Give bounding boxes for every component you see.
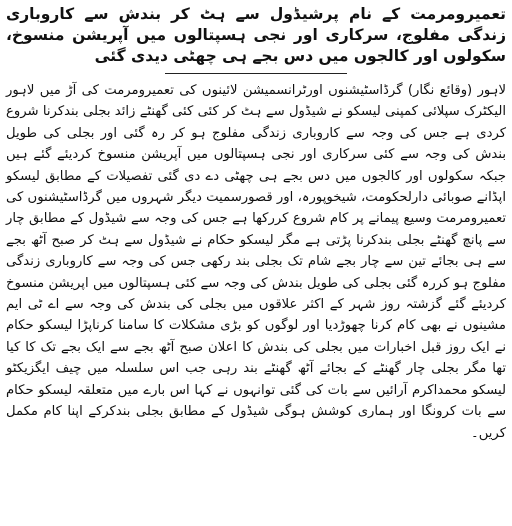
article-body: لاہور (وقائع نگار) گرڈاسٹیشنوں اورٹرانسمیشن لائینوں کی تعمیرومرمت کی آڑ میں لاہور الیکٹرک سپلائی کمپنی لیسکو نے شیڈول سے ہٹ کر کئی کئی گھنٹے زائد بجلی بندکرنا شروع کردی ہے جس کی وجہ سے کاروباری زندگی مفلوج ہو کر رہ گئی اور بجلی کی طویل بندش کی وجہ سے کئی سرکاری اور نجی ہسپتالوں میں آپریشن منسوخ کردیئے گئے ہیں جبکہ سکولوں اور کالجوں میں دس بجے ہی چھٹی دے دی گئی تفصیلات کے مطابق لیسکو اپڈانے صوبائی دارلحکومت، شیخوپورہ، اور قصورسمیت دیگر شہروں میں گرڈاسٹیشنوں کی تعمیرومرمت وسیع پیمانے پر کام شروع کررکھا ہے جس کی وجہ سے شیڈول کے مطابق چار سے پانچ گھنٹے بجلی بندکرنا پڑتی ہے مگر لیسکو حکام نے شیڈول سے ہٹ کر صبح آٹھ بجے سے ہی بجائے تین سے چار بجے شام تک بجلی بند رکھی جس کی وجہ سے کاروباری زندگی مفلوج ہو کررہ گئی بجلی کی طویل بندش کی وجہ سے کئی ہسپتالوں میں اپریشن منسوخ کردیئے گئے گزشتہ روز شہر کے اکثر علاقوں میں بجلی کی بندش کی وجہ سے اے ٹی ایم مشینوں نے بھی کام کرنا چھوڑدیا اور لوگوں کو بڑی مشکلات کا سامنا کرناپڑا لیسکو حکام نے ایک روز قبل اخبارات میں بجلی کی بندش کا اعلان صبح آٹھ بجے سے ایک بجے تک کا کیا تھا مگر بجلی چار گھنٹے کے بجائے آٹھ گھنٹے بند رہی جب اس سلسلہ میں چیف ایگزیکٹو لیسکو محمداکرم آرائیں سے بات کی گئی توانہوں نے کہا اس بارے میں متعلقہ لیسکو حکام سے بات کرونگا اور ہماری کوشش ہوگی شیڈول کے مطابق بجلی بندکرکے اپنا کام مکمل کریں۔ — [6, 83, 506, 441]
article-headline: تعمیرومرمت کے نام پرشیڈول سے ہٹ کر بندش سے کاروباری زندگی مفلوج، سرکاری اور نجی ہسپتالوں میں آپریشن منسوخ، سکولوں اور کالجوں میں دس بجے ہی چھٹی دیدی گئی — [6, 5, 506, 65]
headline-divider — [165, 73, 347, 74]
headline-divider-wrap — [6, 73, 506, 74]
